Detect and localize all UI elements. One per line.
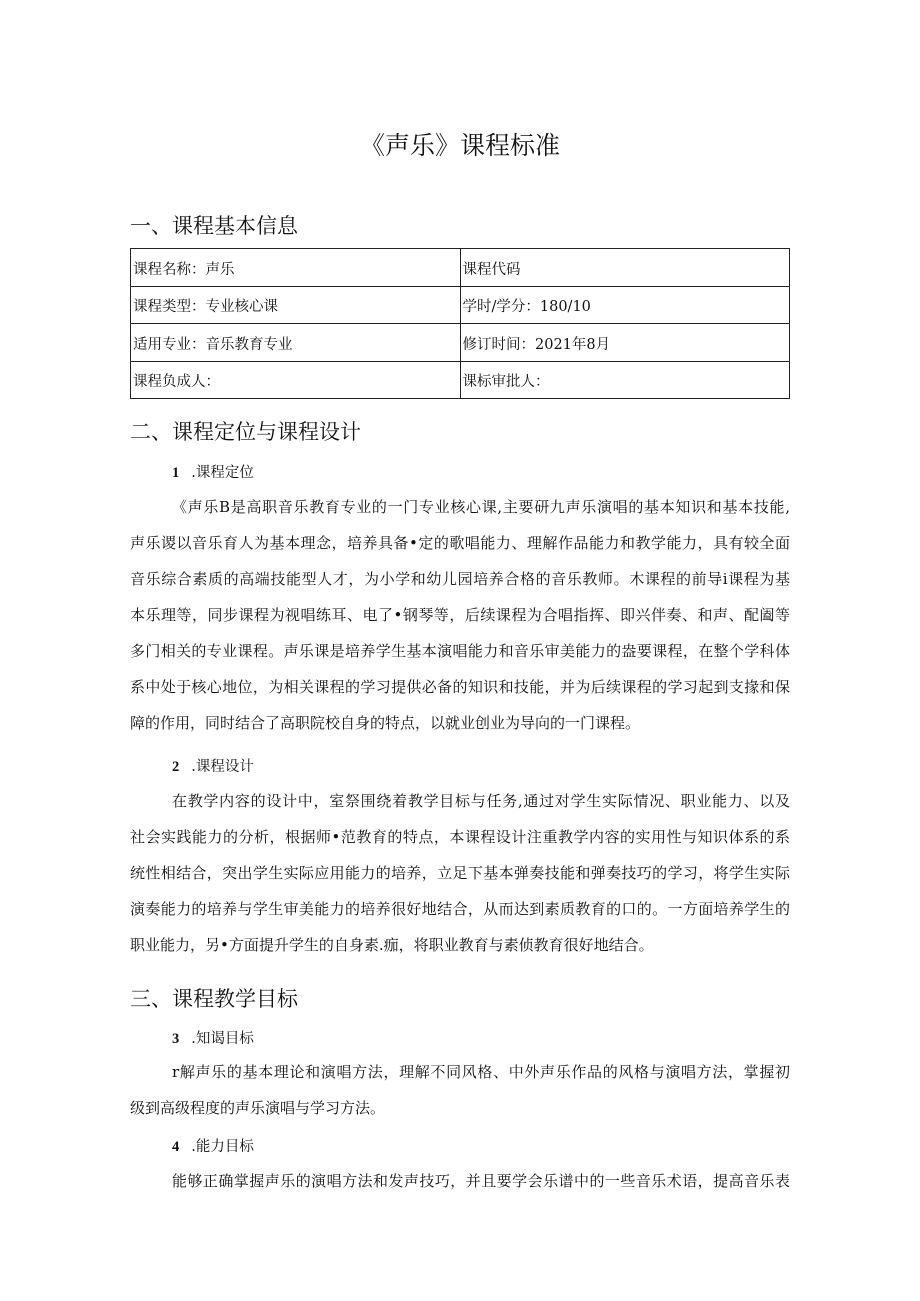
paragraph-line: 音乐综合素质的高端技能型人才，为小学和幼儿园培养合格的音乐教师。木课程的前导i课程为基 xyxy=(130,570,790,588)
approver-cell: 课标审批人： xyxy=(460,361,790,399)
subsection-label: .课程设计 xyxy=(191,759,254,775)
table-row xyxy=(131,286,790,324)
subsection-label: .课程定位 xyxy=(191,465,254,481)
paragraph-line: r解声乐的基本理论和演唱方法，理解不同风格、中外声乐作品的风格与演唱方法，掌握初 xyxy=(172,1063,790,1081)
paragraph-line: 统性相结合，突出学生实际应用能力的培养，立足下基本弹奏技能和弹奏技巧的学习，将学生实际 xyxy=(130,864,790,882)
subsection-label: .能力目标 xyxy=(191,1139,254,1155)
course-info-table xyxy=(130,248,790,399)
paragraph-line: 能够正确掌握声乐的演唱方法和发声技巧，并且要学会乐谱中的一些音乐术语，提高音乐表 xyxy=(172,1172,790,1190)
subsection-heading xyxy=(172,461,254,482)
hours-credits-cell: 学时/学分：180/10 xyxy=(460,286,790,324)
subsection-label: .知谒目标 xyxy=(191,1031,254,1047)
section-heading-positioning-design: 二、课程定位与课程设计 xyxy=(130,420,361,444)
paragraph-line: 级到高级程度的声乐演唱与学习方法。 xyxy=(130,1099,386,1117)
course-type-cell: 课程类型：专业核心课 xyxy=(131,286,461,324)
paragraph-line: 障的作用，同时结合了高职院校自身的特点，以就业创业为导向的一门课程。 xyxy=(130,714,641,732)
subsection-number: 4 xyxy=(172,1139,180,1155)
subsection-heading xyxy=(172,1135,254,1156)
paragraph-knowledge-goals xyxy=(130,1054,790,1126)
section-heading-basic-info: 一、课程基本信息 xyxy=(130,214,298,238)
paragraph-line: 在教学内容的设计中，室祭围绕着教学目标与任务,通过对学生实际情况、职业能力、以及 xyxy=(172,792,790,810)
table-row xyxy=(131,324,790,362)
table-row xyxy=(131,361,790,399)
subsection-number: 1 xyxy=(172,465,180,481)
paragraph-line: 《声乐B是高职音乐教育专业的一门专业核心课,主要研九声乐演唱的基本知识和基本技能, xyxy=(172,498,790,516)
subsection-number: 3 xyxy=(172,1031,180,1047)
paragraph-line: 系中处于核心地位，为相关课程的学习提供必备的知识和技能，并为后续课程的学习起到支掾和保 xyxy=(130,678,790,696)
revision-date-cell: 修订时间：2021年8月 xyxy=(460,324,790,362)
paragraph-line: 社会实践能力的分析，根据师•范教育的特点，本课程设计注重教学内容的实用性与知识体系的系 xyxy=(130,828,790,846)
course-code-cell: 课程代码 xyxy=(460,249,790,287)
paragraph-ability-goals xyxy=(130,1163,790,1199)
subsection-heading xyxy=(172,755,254,776)
paragraph-line: 多门相关的专业课程。声乐课是培养学生基本演唱能力和音乐审美能力的盎要课程，在整个学科体 xyxy=(130,642,790,660)
paragraph-course-positioning xyxy=(130,489,790,741)
paragraph-course-design xyxy=(130,783,790,963)
course-owner-cell: 课程负成人： xyxy=(131,361,461,399)
table-row xyxy=(131,249,790,287)
subsection-heading xyxy=(172,1027,254,1048)
section-heading-teaching-goals: 三、课程教学目标 xyxy=(130,987,298,1011)
paragraph-line: 本乐理等，同步课程为视唱练耳、电了•钢琴等，后续课程为合唱指挥、即兴伴奏、和声、配阖等 xyxy=(130,606,790,624)
subsection-number: 2 xyxy=(172,759,180,775)
document-title: 《声乐》课程标准 xyxy=(359,131,560,160)
paragraph-line: 声乐谡以音乐育人为基本理念，培养具备•定的歌唱能力、理解作品能力和教学能力，具有较全面 xyxy=(130,534,790,552)
major-cell: 适用专业：音乐教育专业 xyxy=(131,324,461,362)
paragraph-line: 演奏能力的培养与学生审美能力的培养很好地结合，从而达到素质教育的口的。一方面培养学生的 xyxy=(130,900,790,918)
course-name-cell: 课程名称：声乐 xyxy=(131,249,461,287)
paragraph-line: 职业能力，另•方面提升学生的自身素.痂，将职业教育与素侦教育很好地结合。 xyxy=(130,936,654,954)
